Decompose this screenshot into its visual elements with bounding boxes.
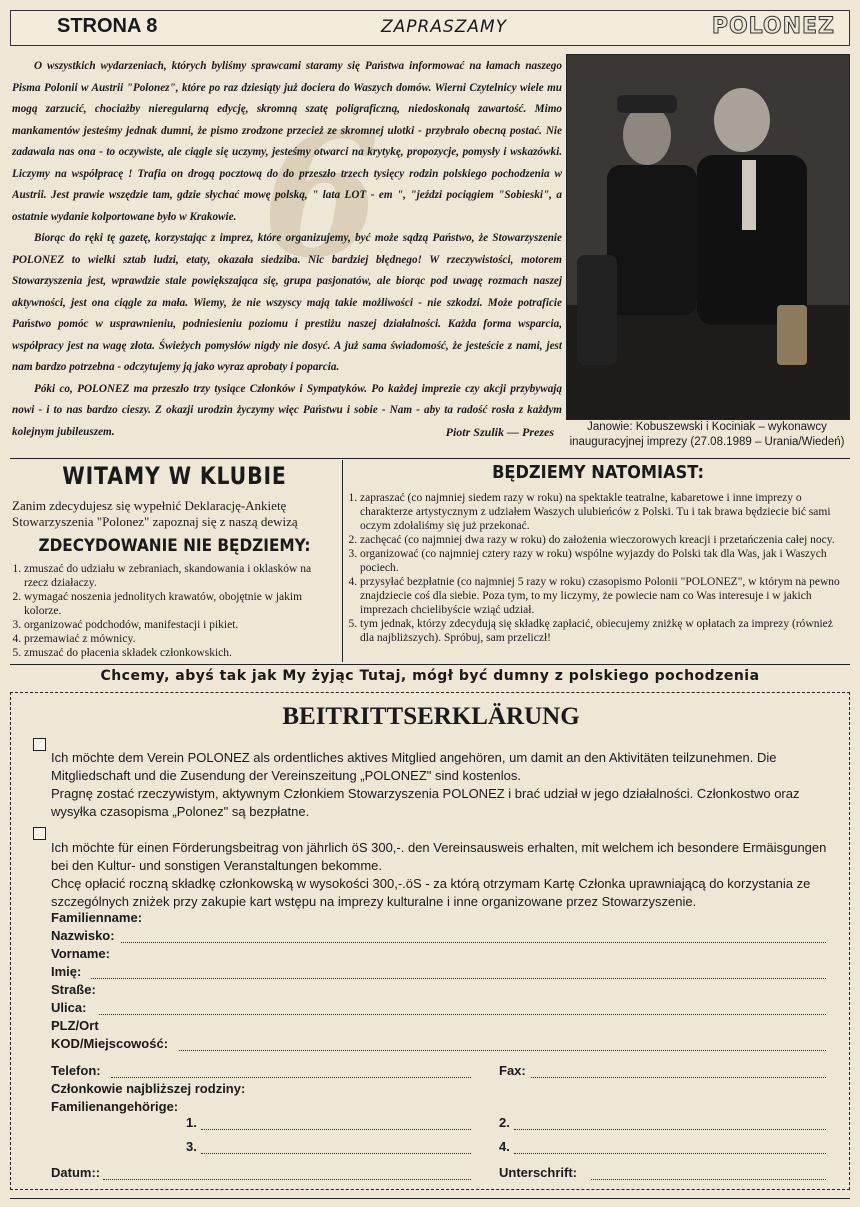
label-ulica: Ulica: bbox=[51, 1000, 87, 1015]
list-item: 5. tym jednak, którzy zdecydują się składkę zapłacić, obiecujemy zniżkę w opłatach za imprezy (również dla najbliższych). Spróbuj, sam przeliczł! bbox=[360, 617, 848, 645]
street-input[interactable] bbox=[99, 1014, 826, 1015]
welcome-intro: Zanim zdecydujesz się wypełnić Deklarację-Ankietę Stowarzyszenia "Polonez" zapoznaj się z naszą dewizą bbox=[12, 498, 298, 529]
section-title: ZAPRASZAMY bbox=[381, 17, 508, 37]
will-section bbox=[348, 462, 848, 645]
list-item: 1. zmuszać do udziału w zebraniach, skandowania i oklasków na rzecz działaczy. bbox=[24, 562, 337, 590]
will-not-title: ZDECYDOWANIE NIE BĘDZIEMY: bbox=[38, 536, 311, 556]
list-item: 5. zmuszać do płacenia składek członkowskich. bbox=[24, 646, 337, 660]
motto: Chcemy, abyś tak jak My żyjąc Tutaj, mógł być dumny z polskiego pochodzenia bbox=[100, 668, 760, 684]
option1-text-de: Ich möchte dem Verein POLONEZ als ordentliches aktives Mitglied angehören, um damit an den Aktivitäten teilzunehmen. Die Mitgliedschaft und die Zusendung der Vereinszeitung „POLONEZ" sind kostenlos. bbox=[51, 750, 777, 783]
label-telefon: Telefon: bbox=[51, 1063, 101, 1078]
label-vorname: Vorname: bbox=[51, 946, 110, 961]
list-item: 3. organizować podchodów, manifestacji i pikiet. bbox=[24, 618, 337, 632]
brand-logo: POLONEZ bbox=[711, 14, 835, 39]
page-number: STRONA 8 bbox=[57, 15, 158, 37]
photo-actors bbox=[566, 54, 850, 420]
intro-paragraph-3: Póki co, POLONEZ ma przeszło trzy tysiące Członków i Sympatyków. Po każdej imprezie czy akcji przybywają nowi - i to nas bardzo cieszy. Z okazji urodzin życzymy więc Państwu i sobie - Nam - aby ta radość rosła z każdym kolejnym jubileuszem. bbox=[12, 382, 562, 438]
postal-city-input[interactable] bbox=[179, 1050, 826, 1051]
label-family-pl: Członkowie najbliższej rodziny: bbox=[51, 1081, 246, 1096]
option-supporting-membership-checkbox[interactable] bbox=[33, 827, 46, 840]
phone-input[interactable] bbox=[111, 1077, 471, 1078]
label-member-3: 3. bbox=[186, 1139, 197, 1154]
date-input[interactable] bbox=[103, 1179, 471, 1180]
label-datum: Datum:: bbox=[51, 1165, 101, 1180]
article-signature: Piotr Szulik — Prezes bbox=[445, 425, 554, 439]
label-fax: Fax: bbox=[499, 1063, 526, 1078]
family-member-4-input[interactable] bbox=[514, 1153, 826, 1154]
divider-bottom bbox=[10, 1198, 850, 1199]
first-name-input[interactable] bbox=[91, 978, 826, 979]
list-item: 2. zachęcać (co najmniej dwa razy w roku) do założenia wieczorowych kreacji i przetańczenia całej nocy. bbox=[360, 533, 848, 547]
list-item: 4. przemawiać z mównicy. bbox=[24, 632, 337, 646]
page-header bbox=[10, 10, 850, 46]
option1-text-pl: Pragnę zostać rzeczywistym, aktywnym Członkiem Stowarzyszenia POLONEZ i brać udział w jego działalności. Członkostwo oraz wysyłka czasopisma „Polonez" są bezpłatne. bbox=[51, 786, 800, 819]
form-title: BEITRITTSERKLÄRUNG bbox=[282, 703, 580, 730]
list-item: 1. zapraszać (co najmniej siedem razy w roku) na spektakle teatralne, kabaretowe i inne imprezy o charakterze artystycznym z udziałem Waszych ulubieńców z Polski. Tu i tak brawa będziecie bić sami oczym zdołaliśmy się już przekonać. bbox=[360, 491, 848, 533]
fax-input[interactable] bbox=[531, 1077, 826, 1078]
intro-paragraph-2: Biorąc do ręki tę gazetę, korzystając z imprez, które organizujemy, być może sądzą Państwo, że Stowarzyszenie POLONEZ to wielki sztab ludzi, etaty, okazała siedziba. Nic bardziej błędnego! W rzeczywistości, motorem Stowarzyszenia jest, wprawdzie stale powiększająca się, grupa pasjonatów, ale biorąc pod uwagę rozmach naszej aktywności, jest ona ciągle za mała. Wiemy, że nie wszyscy mają takie możliwości - nie szkodzi. Może potraficie Państwo pomóc w usprawnieniu, podniesieniu poziomu i prestiżu naszej działalności. Każda forma wsparcia, współpracy jest na wagę złota. Świeżych pomysłów nigdy nie dosyć. A już sama świadomość, że jesteście z nami, jest nam bardzo potrzebna - odczytujemy ją jako wyraz aprobaty i poparcia. bbox=[12, 232, 562, 373]
label-member-4: 4. bbox=[499, 1139, 510, 1154]
divider-middle bbox=[10, 664, 850, 665]
intro-article bbox=[12, 56, 562, 452]
intro-paragraph-1: O wszystkich wydarzeniach, których byliśmy sprawcami staramy się Państwa informować na łamach naszego Pisma Polonii w Austrii "Polonez", które po raz dziesiąty już dociera do Waszych domów. Wierni Czytelnicy wiele mu mogą zarzucić, chociażby nieregularną edycję, skromną szatę poligraficzną, niedoskonałą zawartość. Mimo mankamentów jesteśmy jednak dumni, że pismo zrodzone przecież ze skromnej ulotki - przybrało obecną postać. Nie zadawala nas ona - to oczywiste, ale ciągle się uczymy, jesteśmy otwarci na krytykę, propozycje, pomysły i wskazówki. Liczymy na współpracę ! Trafia on drogą pocztową do do przeszło trzech tysięcy rodzin polskiego pochodzenia w Austrii. Jest prawie wszędzie tam, gdzie słychać mowę polską, " lata LOT - em ", "jeździ pociągiem "Sobieski", a ostatnie wydanie kolportowane było w Krakowie. bbox=[12, 60, 562, 223]
label-familienname: Familienname: bbox=[51, 910, 143, 925]
family-member-3-input[interactable] bbox=[201, 1153, 471, 1154]
welcome-title: WITAMY W KLUBIE bbox=[62, 462, 287, 490]
photo-caption: Janowie: Kobuszewski i Kociniak – wykonawcy inauguracyjnej imprezy (27.08.1989 – Urania/Wiedeń) bbox=[569, 421, 845, 448]
label-member-1: 1. bbox=[186, 1115, 197, 1130]
family-member-2-input[interactable] bbox=[514, 1129, 826, 1130]
label-imie: Imię: bbox=[51, 964, 82, 979]
label-kod: KOD/Miejscowość: bbox=[51, 1036, 169, 1051]
option2-text-pl: Chcę opłacić roczną składkę członkowską w wysokości 300,-.öS - za którą otrzymam Kartę Członka uprawniającą do korzystania ze szczególnych zniżek przy zakupie kart wstępu na imprezy kulturalne i inne organizowane przez Stowarzyszenie. bbox=[51, 876, 811, 909]
label-family-de: Familienangehörige: bbox=[51, 1099, 179, 1114]
label-strasse: Straße: bbox=[51, 982, 96, 997]
anniversary-watermark: 6 bbox=[262, 96, 381, 296]
family-member-1-input[interactable] bbox=[201, 1129, 471, 1130]
welcome-section bbox=[12, 462, 337, 660]
label-member-2: 2. bbox=[499, 1115, 510, 1130]
surname-input[interactable] bbox=[121, 942, 826, 943]
will-not-list bbox=[12, 562, 337, 660]
divider-top bbox=[10, 458, 850, 459]
label-unterschrift: Unterschrift: bbox=[499, 1165, 578, 1180]
label-nazwisko: Nazwisko: bbox=[51, 928, 115, 943]
list-item: 4. przysyłać bezpłatnie (co najmniej 5 razy w roku) czasopismo Polonii "POLONEZ", w którym na pewno znajdziecie coś dla siebie. Poza tym, to my liczymy, że powiecie nam co Was interesuje i w jakich imprezach chcielibyście wziąć udział. bbox=[360, 575, 848, 617]
option2-text-de: Ich möchte für einen Förderungsbeitrag von jährlich öS 300,-. den Vereinsausweis erhalten, mit welchem ich besondere Ermäisgungen bei den Kultur- und sonstigen Veranstaltungen bekomme. bbox=[51, 840, 827, 873]
list-item: 2. wymagać noszenia jednolitych krawatów, obojętnie w jakim kolorze. bbox=[24, 590, 337, 618]
photo-illustration bbox=[567, 55, 849, 419]
label-plz: PLZ/Ort bbox=[51, 1018, 99, 1033]
column-divider bbox=[342, 460, 343, 662]
list-item: 3. organizować (co najmniej cztery razy w roku) wspólne wyjazdy do Polski tak dla Was, jak i Waszych pociech. bbox=[360, 547, 848, 575]
will-list bbox=[348, 491, 848, 645]
option-free-membership-checkbox[interactable] bbox=[33, 738, 46, 751]
membership-form bbox=[10, 692, 850, 1190]
will-title: BĘDZIEMY NATOMIAST: bbox=[492, 462, 704, 483]
signature-input[interactable] bbox=[591, 1179, 826, 1180]
